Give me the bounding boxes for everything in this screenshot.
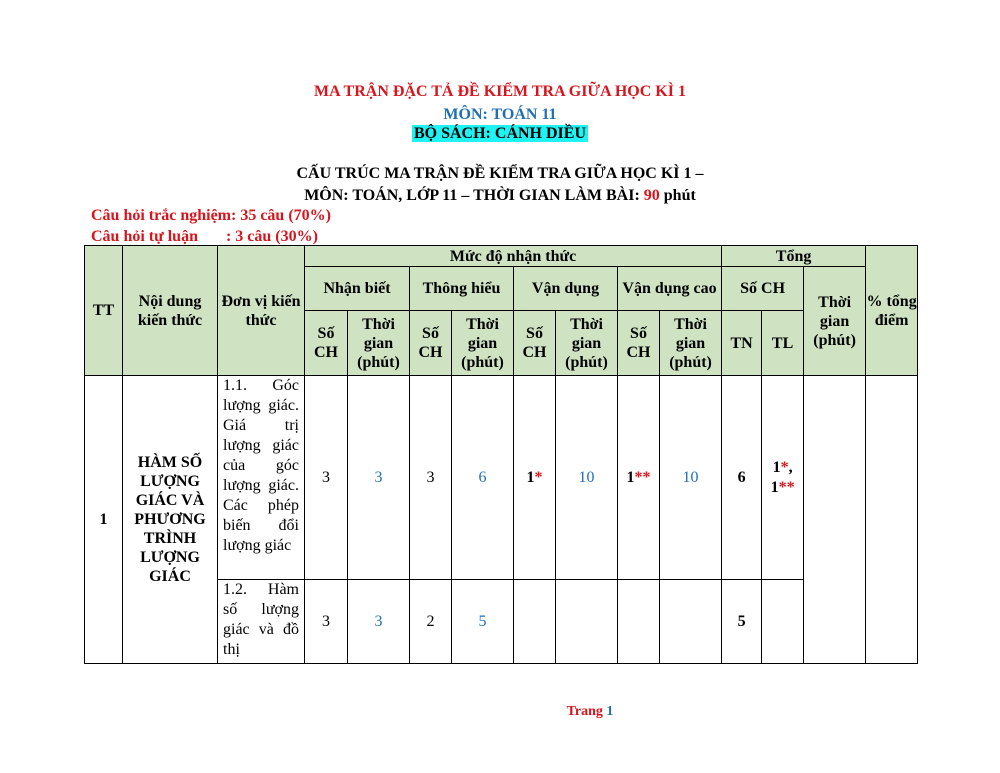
tl-a-mark: * [780, 458, 789, 476]
header-vd-so-ch: Số CH [514, 311, 556, 376]
tl-a-value: 1 [772, 458, 781, 476]
cell-nb-ch: 3 [305, 376, 348, 580]
header-nhan-biet: Nhận biết [305, 267, 410, 311]
cell-th-ch: 3 [410, 376, 452, 580]
cell-vd-ch [514, 376, 556, 580]
header-th-so-ch: Số CH [410, 311, 452, 376]
essay-info: Câu hỏi tự luận : 3 câu (30%) [91, 228, 318, 245]
cell-th-tg: 5 [452, 580, 514, 664]
cell-th-ch: 2 [410, 580, 452, 664]
header-van-dung-cao: Vận dụng cao [618, 267, 722, 311]
header-tl: TL [762, 311, 804, 376]
header-content: Nội dung kiến thức [123, 246, 218, 376]
unit-name: 1.2. Hàm số lượng giác và đồ thị [218, 580, 305, 664]
header-nb-thoi-gian: Thời gian (phút) [348, 311, 410, 376]
vdc-ch-value: 1 [626, 469, 635, 486]
book-series-highlight: BỘ SÁCH: CÁNH DIỀU [413, 125, 586, 142]
row-content: HÀM SỐ LƯỢNG GIÁC VÀ PHƯƠNG TRÌNH LƯỢNG GIÁC [123, 376, 218, 664]
cell-percent [866, 376, 918, 664]
header-unit: Đơn vị kiến thức [218, 246, 305, 376]
header-so-ch-group: Số CH [722, 267, 804, 311]
tl-separator: , [788, 458, 793, 476]
structure-prefix: MÔN: TOÁN, LỚP 11 – THỜI GIAN LÀM BÀI: [304, 187, 644, 204]
cell-nb-tg: 3 [348, 376, 410, 580]
cell-vdc-ch [618, 580, 660, 664]
cell-vd-tg [556, 580, 618, 664]
header-van-dung: Vận dụng [514, 267, 618, 311]
footer-label: Trang [566, 704, 607, 719]
mcq-info: Câu hỏi trắc nghiệm: 35 câu (70%) [91, 207, 331, 224]
header-vdc-so-ch: Số CH [618, 311, 660, 376]
header-vd-thoi-gian: Thời gian (phút) [556, 311, 618, 376]
header-total: Tổng [722, 246, 866, 267]
header-nb-so-ch: Số CH [305, 311, 348, 376]
page-footer [0, 704, 1000, 720]
cell-nb-ch: 3 [305, 580, 348, 664]
matrix-table [84, 245, 918, 664]
structure-suffix: phút [659, 187, 696, 204]
header-th-thoi-gian: Thời gian (phút) [452, 311, 514, 376]
vd-ch-value: 1 [526, 469, 535, 486]
header-thoi-gian-total: Thời gian (phút) [804, 267, 866, 376]
cell-tn: 5 [722, 580, 762, 664]
tl-b-mark: ** [778, 478, 795, 496]
book-series-line [0, 124, 1000, 143]
table-row [85, 376, 918, 580]
structure-minutes: 90 [643, 187, 660, 204]
header-tn: TN [722, 311, 762, 376]
header-tt: TT [85, 246, 123, 376]
cell-vdc-ch [618, 376, 660, 580]
cell-tl [762, 376, 804, 580]
tl-b-value: 1 [770, 478, 779, 496]
page-number: 1 [606, 704, 614, 719]
cell-tn: 6 [722, 376, 762, 580]
row-tt: 1 [85, 376, 123, 664]
cell-nb-tg: 3 [348, 580, 410, 664]
structure-heading-line1: CẤU TRÚC MA TRẬN ĐỀ KIỂM TRA GIỮA HỌC KÌ 1 – [296, 165, 704, 182]
cell-th-tg: 6 [452, 376, 514, 580]
vd-ch-mark: * [534, 469, 543, 486]
cell-vd-ch [514, 580, 556, 664]
header-percent: % tổng điểm [866, 246, 918, 376]
vdc-ch-mark: ** [634, 469, 651, 486]
cell-vd-tg: 10 [556, 376, 618, 580]
cell-tl [762, 580, 804, 664]
header-cognitive-level: Mức độ nhận thức [305, 246, 722, 267]
subject-line: MÔN: TOÁN 11 [443, 106, 557, 123]
unit-name: 1.1. Góc lượng giác. Giá trị lượng giác của góc lượng giác. Các phép biến đổi lượng giác [218, 376, 305, 580]
document-title: MA TRẬN ĐẶC TẢ ĐỀ KIỂM TRA GIỮA HỌC KÌ 1 [314, 83, 686, 100]
cell-vdc-tg: 10 [660, 376, 722, 580]
header-vdc-thoi-gian: Thời gian (phút) [660, 311, 722, 376]
cell-vdc-tg [660, 580, 722, 664]
structure-heading-line2 [0, 186, 1000, 205]
header-thong-hieu: Thông hiểu [410, 267, 514, 311]
cell-thoi-gian-total [804, 376, 866, 664]
